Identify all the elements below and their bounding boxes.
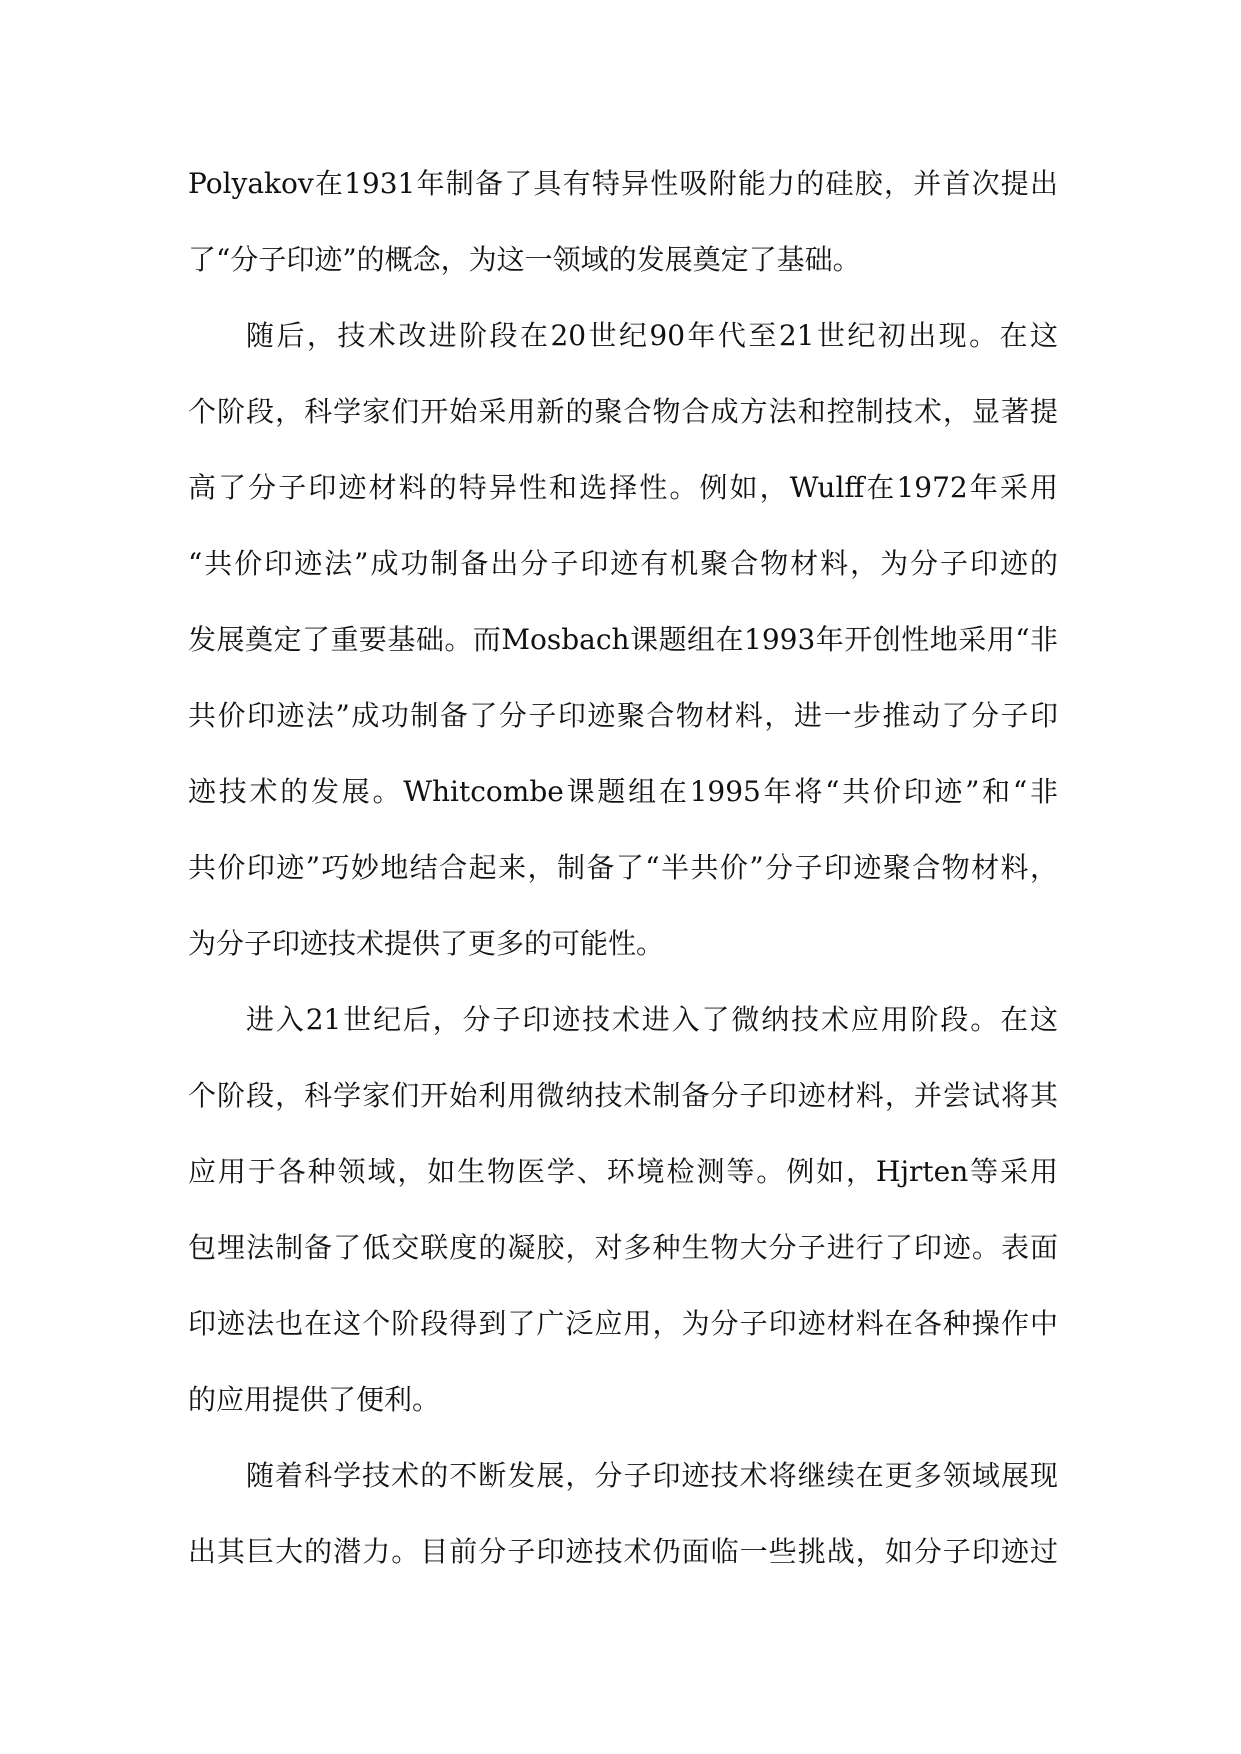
- text-line: 了“分子印迹”的概念，为这一领域的发展奠定了基础。: [188, 243, 861, 276]
- text-line: 个阶段，科学家们开始利用微纳技术制备分子印迹材料，并尝试将其: [188, 1079, 1058, 1112]
- paragraph-start-line: 随着科学技术的不断发展，分子印迹技术将继续在更多领域展现: [246, 1459, 1058, 1492]
- text-line: 发展奠定了重要基础。而Mosbach课题组在1993年开创性地采用“非: [188, 623, 1058, 656]
- text-line: 共价印迹法”成功制备了分子印迹聚合物材料，进一步推动了分子印: [188, 699, 1058, 732]
- text-line: 包埋法制备了低交联度的凝胶，对多种生物大分子进行了印迹。表面: [188, 1231, 1058, 1264]
- text-line: 共价印迹”巧妙地结合起来，制备了“半共价”分子印迹聚合物材料，: [188, 851, 1058, 884]
- document-text-body: [188, 146, 1058, 1590]
- text-line: 印迹法也在这个阶段得到了广泛应用，为分子印迹材料在各种操作中: [188, 1307, 1058, 1340]
- text-line: 为分子印迹技术提供了更多的可能性。: [188, 927, 665, 960]
- text-line: 出其巨大的潜力。目前分子印迹技术仍面临一些挑战，如分子印迹过: [188, 1535, 1058, 1568]
- text-line: 的应用提供了便利。: [188, 1383, 441, 1416]
- paragraph-start-line: 进入21世纪后，分子印迹技术进入了微纳技术应用阶段。在这: [246, 1003, 1058, 1036]
- text-line: 个阶段，科学家们开始采用新的聚合物合成方法和控制技术，显著提: [188, 395, 1058, 428]
- text-line: 迹技术的发展。Whitcombe课题组在1995年将“共价印迹”和“非: [188, 775, 1058, 808]
- text-line: Polyakov在1931年制备了具有特异性吸附能力的硅胶，并首次提出: [188, 167, 1058, 200]
- text-line: 高了分子印迹材料的特异性和选择性。例如，Wulff在1972年采用: [188, 471, 1058, 504]
- text-line: 应用于各种领域，如生物医学、环境检测等。例如，Hjrten等采用: [188, 1155, 1058, 1188]
- paragraph-start-line: 随后，技术改进阶段在20世纪90年代至21世纪初出现。在这: [246, 319, 1058, 352]
- text-line: “共价印迹法”成功制备出分子印迹有机聚合物材料，为分子印迹的: [188, 547, 1058, 580]
